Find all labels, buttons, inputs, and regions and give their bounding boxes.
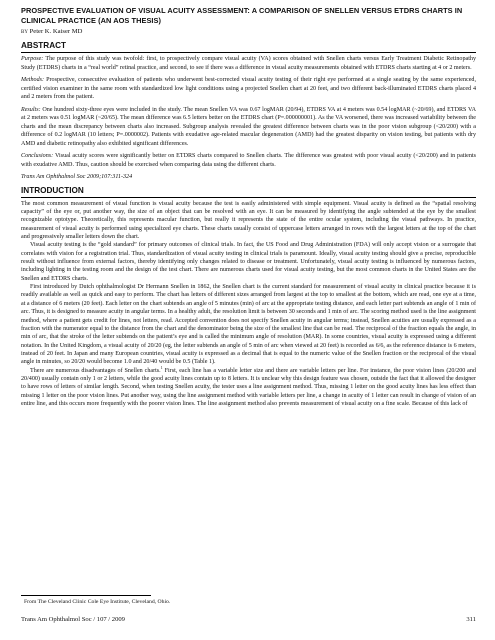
- abstract-conclusions: [21, 152, 476, 169]
- footer-journal: Trans Am Ophthalmol Soc / 107 / 2009: [21, 616, 125, 623]
- affiliation-note: From The Cleveland Clinic Cole Eye Institute, Cleveland, Ohio.: [24, 599, 171, 605]
- abstract-methods: [21, 76, 476, 102]
- conclusions-label: Conclusions:: [21, 153, 54, 160]
- byline: [21, 27, 476, 37]
- footnote-rule: [21, 595, 151, 596]
- methods-text: Prospective, consecutive evaluation of patients who underwent best-corrected visual acuity testing of their right eye performed at a single seating by the same experienced, certified vision examiner in the same room with standardized low light conditions using a projected Snellen chart at 20 feet, and two different back-illuminated ETDRS charts placed 4 and 2 meters from the patient.: [21, 77, 477, 101]
- abstract-purpose: [21, 55, 476, 72]
- section-divider: [21, 197, 476, 198]
- intro-text: First, each line has a variable letter size and there are variable letters per line. For instance, the poor vision lines (20/200 and 20/400) usually contain only 1 or 2 letters, while the good acuity lines contain up to 8 letters. It is unclear why this design feature was chosen, outside the fact that it allowed the designer to have rows of letters of similar length. Second, when testing Snellen acuity, the tester uses a line assignment method. Thus, missing 1 letter on the good acuity lines has less effect than missing 1 letter on the poor vision lines. Put another way, using the line assignment method with variable letters per line, a change in acuity of 1 letter can result in change of vision of an entire line, and this occurs more frequently with the poorer vision lines. The line assignment method also prevents measurement of visual acuity on a fine scale. Because of this lack of: [21, 367, 476, 407]
- intro-paragraph: First introduced by Dutch ophthalmologist Dr Hermann Snellen in 1862, the Snellen chart is the current standard for measurement of visual acuity in clinical practice because it is readily available as well as quick and easy to perform. The chart has letters of different sizes arranged from largest at the top to smallest at the bottom, which are read, one eye at a time, at a distance of 6 meters (20 feet). Each letter on the chart subtends an angle of 5 minutes (min) of arc at the appropriate testing distance, and each letter part subtends an angle of 1 min of arc. Thus, it is designed to measure acuity in angular terms. In a healthy adult, the resolution limit is between 30 seconds and 1 min of arc. The scoring method used is the line assignment method, where a patient gets credit for lines, not letters, read. Accepted convention does not specify Snellen acuity in angular terms; instead, Snellen acuities are usually expressed as a fraction with the numerator equal to the distance from the chart and the denominator being the size of the smallest line that can be read. The reciprocal of the fraction equals the angle, in min of arc, that the stroke of the letter subtends on the patient’s eye and is called the minimum angle of resolution (MAR). In some countries, visual acuity is expressed using a different notation. In the United Kingdom, a visual acuity of 20/20 (eg, the letter subtends an angle of 5 min of arc when viewed at 20 feet) is recorded as 6/6, as the reference distance is 6 meters, instead of 20 feet. In Japan and many European countries, visual acuity is expressed as a decimal that is equal to the numeric value of the Snellen fraction or the reciprocal of the visual angle in minutes, so 20/20 would become 1.0 and 20/40 would be 0.5 (Table 1).: [21, 284, 477, 366]
- reference-marker[interactable]: 1: [160, 364, 163, 370]
- purpose-text: The purpose of this study was twofold: first, to prospectively compare visual acuity (VA) scores obtained with Snellen charts versus Early Treatment Diabetic Retinopathy Study (ETDRS) charts in a “real world” retinal practice, and second, to see if there was a difference in visual acuity measurements obtained with ETDRS charts starting at 4 or 2 meters.: [21, 56, 476, 71]
- abstract-heading: ABSTRACT: [21, 41, 67, 51]
- abstract: [21, 55, 476, 169]
- purpose-label: Purpose:: [21, 56, 44, 63]
- intro-paragraph: Visual acuity testing is the “gold standard” for primary outcomes of clinical trials. In fact, the US Food and Drug Administration (FDA) will only accept vision or a surrogate that correlates with vision for a registration trial. Thus, standardization of visual acuity testing in clinical trials is paramount. Ideally, visual acuity testing should give a precise, reproducible result without influence from external factors, thereby identifying only changes related to disease or treatment. Unfortunately, visual acuity testing is influenced by numerous factors, including lighting in the testing room and the design of the test chart. There are numerous charts used for visual acuity testing, but the most common charts in the United States are the Snellen and ETDRS charts.: [21, 242, 476, 282]
- intro-text: There are numerous disadvantages of Snellen charts.: [30, 367, 161, 374]
- article-title: PROSPECTIVE EVALUATION OF VISUAL ACUITY ASSESSMENT: A COMPARISON OF SNELLEN VERSUS ETDRS CHARTS IN CLINICAL PRACTICE (AN AOS THESIS): [21, 6, 463, 25]
- author-name: Peter K. Kaiser MD: [29, 28, 83, 36]
- intro-paragraph: The most common measurement of visual function is visual acuity because the test is easily administered with simple equipment. Visual acuity is defined as the “spatial resolving capacity” of the eye or, put another way, the size of an object that can be resolved with an eye. It can be measured by identifying the angle subtended at the eye by the smallest recognizable optotype. Theoretically, this represents macular function, but really it represents the state of the entire ocular system, including the visual pathways. In practice, measurement of visual acuity is performed using specialized eye charts. These charts usually consist of uppercase letters arranged in rows with the largest letters at the top of the chart and progressively smaller letters down the chart.: [21, 200, 476, 241]
- section-divider: [21, 52, 476, 53]
- intro-paragraph: [21, 364, 476, 409]
- page-footer: [21, 616, 476, 624]
- conclusions-text: Visual acuity scores were significantly better on ETDRS charts compared to Snellen charts. The difference was greatest with poor visual acuity (<20/200) and in patients with exudative AMD. Thus, caution should be exercised when comparing data using the different charts.: [21, 153, 476, 168]
- introduction-heading: INTRODUCTION: [21, 185, 84, 195]
- methods-label: Methods:: [21, 77, 45, 84]
- results-text: One hundred sixty-three eyes were included in the study. The mean Snellen VA was 0.67 logMAR (20/94), ETDRS VA at 4 meters was 0.54 logMAR (~20/69), and ETDRS VA at 2 meters was 0.51 logMAR (~20/65). The mean difference was 6.5 letters better on the ETDRS chart (P=.000000001). As the VA worsened, there was increased variability between the charts and the mean discrepancy between charts also increased. Subgroup analysis revealed the greatest difference between charts was in the poor vision subgroup (<20/200) with a difference of 0.2 logMAR (10 letters; P=.0000002). Patients with exudative age-related macular degeneration (AMD) had the greatest disparity on vision testing, but patients with dry AMD and diabetic retinopathy also exhibited significant differences.: [21, 106, 477, 147]
- journal-citation: Trans Am Ophthalmol Soc 2009;107:311-324: [21, 174, 133, 181]
- abstract-results: [21, 106, 476, 149]
- article-page: [21, 6, 476, 408]
- introduction-body: [21, 200, 476, 409]
- page-number: 311: [466, 616, 476, 623]
- results-label: Results:: [21, 106, 41, 113]
- byline-prefix: BY: [21, 30, 28, 36]
